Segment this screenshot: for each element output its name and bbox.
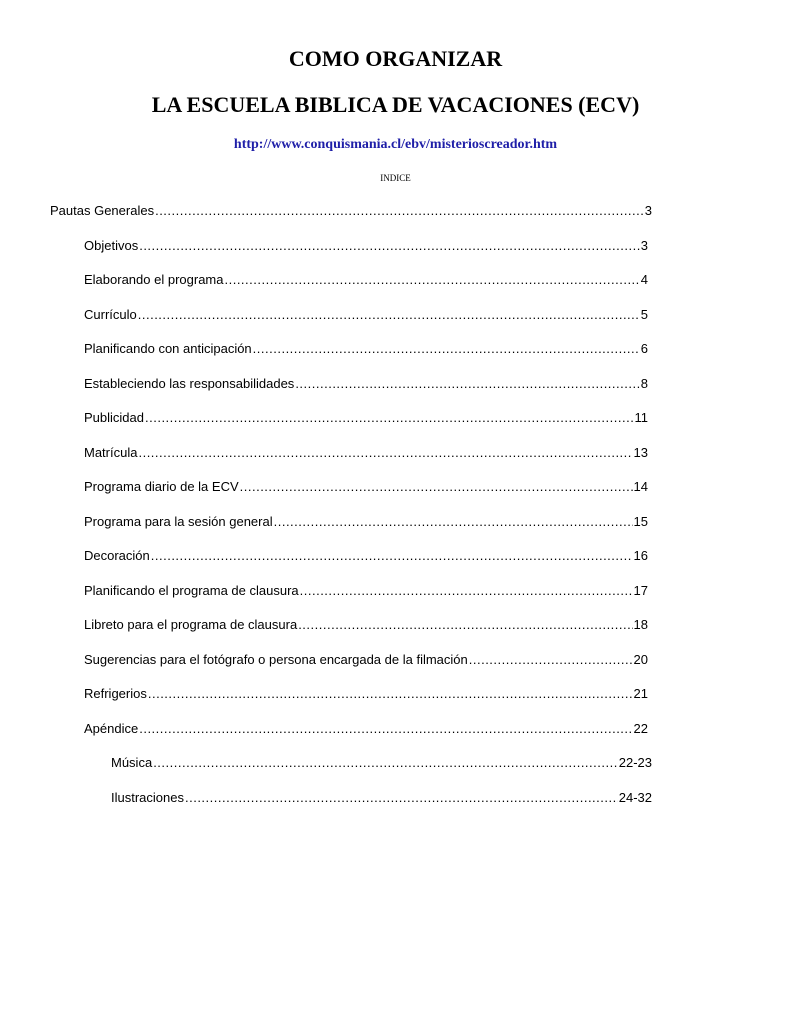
toc-entry [84, 271, 648, 289]
dot-leader [298, 616, 632, 634]
toc-entry [84, 375, 648, 393]
dot-leader [138, 306, 640, 324]
toc-entry-page: 22-23 [618, 755, 652, 770]
toc-entry-label: Refrigerios [84, 686, 147, 701]
toc-entry [84, 720, 648, 738]
toc-entry [84, 616, 648, 634]
toc-entry [84, 513, 648, 531]
dot-leader [155, 202, 644, 220]
toc-entry [84, 306, 648, 324]
dot-leader [148, 685, 633, 703]
toc-entry [84, 547, 648, 565]
toc-entry-label: Planificando el programa de clausura [84, 583, 299, 598]
toc-entry-label: Programa diario de la ECV [84, 479, 239, 494]
toc-entry-page: 3 [644, 203, 652, 218]
toc-entry-label: Planificando con anticipación [84, 341, 252, 356]
toc-entry-label: Libreto para el programa de clausura [84, 617, 298, 632]
toc-entry [111, 789, 652, 807]
toc-entry-label: Currículo [84, 307, 137, 322]
toc-entry-label: Decoración [84, 548, 150, 563]
toc-entry-page: 11 [634, 410, 648, 425]
toc-entry-label: Elaborando el programa [84, 272, 224, 287]
toc-entry-page: 4 [640, 272, 648, 287]
toc-entry [84, 237, 648, 255]
toc-entry [84, 444, 648, 462]
toc-entry-label: Ilustraciones [111, 790, 184, 805]
document-title-line-2: LA ESCUELA BIBLICA DE VACACIONES (ECV) [151, 92, 640, 117]
dot-leader [138, 444, 632, 462]
toc-entry-page: 20 [633, 652, 648, 667]
toc-entry [50, 202, 652, 220]
toc-entry-label: Música [111, 755, 153, 770]
dot-leader [274, 513, 633, 531]
toc-entry-label: Objetivos [84, 238, 139, 253]
toc-entry-label: Pautas Generales [50, 203, 155, 218]
document-title-line-1: COMO ORGANIZAR [288, 46, 503, 71]
dot-leader [139, 720, 632, 738]
toc-entry-page: 8 [640, 376, 648, 391]
toc-entry-page: 17 [633, 583, 648, 598]
dot-leader [224, 271, 639, 289]
toc-entry-page: 21 [633, 686, 648, 701]
dot-leader [185, 789, 618, 807]
dot-leader [139, 237, 640, 255]
toc-entry [111, 754, 652, 772]
toc-entry-page: 5 [640, 307, 648, 322]
toc-entry-label: Matrícula [84, 445, 138, 460]
toc-entry-page: 6 [640, 341, 648, 356]
index-heading: INDICE [380, 173, 411, 183]
toc-entry-page: 24-32 [618, 790, 652, 805]
toc-entry [84, 651, 648, 669]
toc-entry [84, 685, 648, 703]
dot-leader [153, 754, 618, 772]
toc-entry-page: 13 [633, 445, 648, 460]
toc-entry [84, 478, 648, 496]
toc-entry-page: 16 [633, 548, 648, 563]
toc-entry-label: Apéndice [84, 721, 139, 736]
source-url-link[interactable]: http://www.conquismania.cl/ebv/misterioscreador.htm [233, 137, 558, 152]
toc-entry-label: Sugerencias para el fotógrafo o persona encargada de la filmación [84, 652, 468, 667]
dot-leader [300, 582, 633, 600]
toc-entry-page: 3 [640, 238, 648, 253]
toc-entry-page: 18 [633, 617, 648, 632]
toc-entry [84, 582, 648, 600]
dot-leader [253, 340, 640, 358]
dot-leader [295, 375, 639, 393]
dot-leader [240, 478, 633, 496]
toc-entry-page: 15 [633, 514, 648, 529]
toc-entry-page: 14 [633, 479, 648, 494]
dot-leader [145, 409, 634, 427]
toc-entry-label: Estableciendo las responsabilidades [84, 376, 295, 391]
dot-leader [469, 651, 633, 669]
toc-entry-page: 22 [633, 721, 648, 736]
dot-leader [151, 547, 633, 565]
toc-entry [84, 340, 648, 358]
toc-entry-label: Publicidad [84, 410, 144, 425]
toc-entry-label: Programa para la sesión general [84, 514, 273, 529]
toc-entry [84, 409, 648, 427]
